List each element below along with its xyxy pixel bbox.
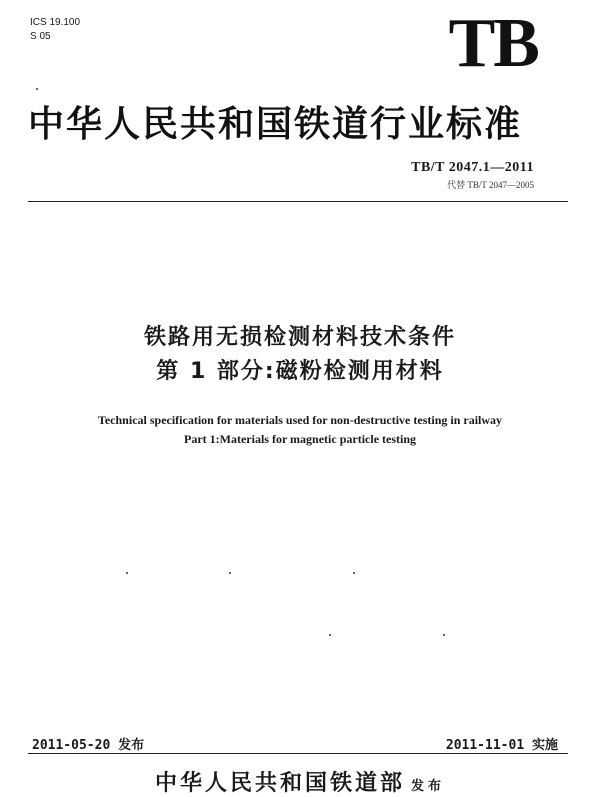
header-divider <box>28 201 568 202</box>
ccs-code: S 05 <box>30 31 51 42</box>
issue-date-block <box>32 734 144 753</box>
scan-speck <box>126 572 128 574</box>
title-cn-line1: 铁路用无损检测材料技术条件 <box>143 325 456 350</box>
scan-speck <box>443 634 445 636</box>
scan-speck <box>353 572 355 574</box>
classification-codes <box>30 16 80 44</box>
implement-date: 2011-11-01 <box>445 738 525 753</box>
title-cn-line2: 第 1 部分:磁粉检测用材料 <box>156 359 444 384</box>
implement-label: 实施 <box>531 738 558 753</box>
scan-speck <box>229 572 231 574</box>
tb-logo: TB <box>448 5 538 82</box>
issuer-line <box>0 766 600 797</box>
replaces-note: 代替 TB/T 2047—2005 <box>447 180 534 190</box>
ics-code: ICS 19.100 <box>30 17 81 28</box>
scan-speck <box>36 88 38 90</box>
standard-number: TB/T 2047.1—2011 <box>411 160 534 175</box>
issue-label: 发布 <box>118 738 145 753</box>
title-en-line2: Part 1:Materials for magnetic particle testing <box>183 432 417 446</box>
scan-speck <box>329 634 331 636</box>
footer-divider <box>28 753 568 754</box>
standard-category-title: 中华人民共和国铁道行业标准 <box>28 103 523 145</box>
issuer-suffix: 发布 <box>411 779 446 794</box>
issuer-name: 中华人民共和国铁道部 <box>154 770 405 796</box>
implement-date-block <box>446 734 558 753</box>
issue-date: 2011-05-20 <box>32 738 111 753</box>
title-en-line1: Technical specification for materials used for non-destructive testing in railway <box>97 413 503 427</box>
